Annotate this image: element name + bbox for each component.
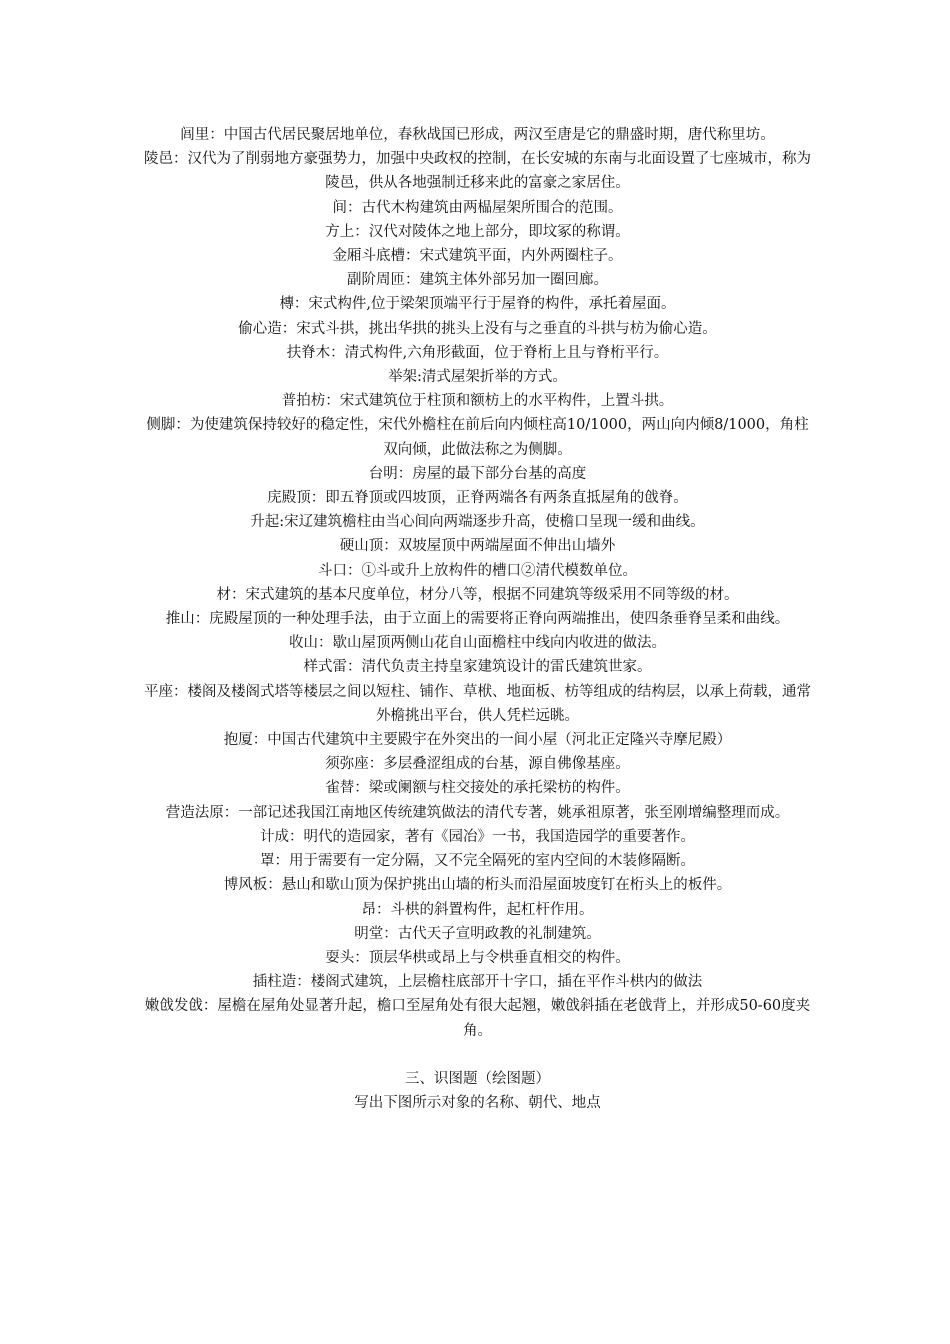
glossary-entry: 闾里：中国古代居民聚居地单位，春秋战国已形成，两汉至唐是它的鼎盛时期，唐代称里坊。	[180, 127, 775, 143]
glossary-list	[140, 123, 815, 1043]
glossary-entry: 样式雷：清代负责主持皇家建筑设计的雷氏建筑世家。	[303, 659, 652, 676]
glossary-entry: 耍头：顶层华栱或昂上与令栱垂直相交的构件。	[325, 949, 630, 966]
document-page	[140, 123, 815, 1115]
glossary-entry: 陵邑：汉代为了削弱地方豪强势力，加强中央政权的控制，在长安城的东南与北面设置了七座城市，称为陵邑，供从各地强制迁移来此的富豪之家居住。	[144, 151, 811, 192]
glossary-entry: 材：宋式建筑的基本尺度单位，材分八等，根据不同建筑等级采用不同等级的材。	[216, 586, 739, 603]
glossary-entry: 普拍枋：宋式建筑位于柱顶和额枋上的水平构件，上置斗拱。	[281, 393, 674, 410]
glossary-entry: 斗口：①斗或升上放构件的槽口②清代模数单位。	[318, 562, 637, 579]
glossary-entry: 罩：用于需要有一定分隔，又不完全隔死的室内空间的木装修隔断。	[260, 853, 695, 870]
glossary-entry: 博风板：悬山和歇山顶为保护挑出山墙的桁头而沿屋面坡度钉在桁头上的板件。	[223, 877, 732, 894]
glossary-entry: 偷心造：宋式斗拱，挑出华拱的挑头上没有与之垂直的斗拱与枋为偷心造。	[238, 320, 717, 337]
glossary-entry: 昂：斗栱的斜置构件，起杠杆作用。	[361, 901, 594, 918]
glossary-entry: 台明：房屋的最下部分台基的高度	[368, 465, 587, 482]
glossary-entry: 槫：宋式构件,位于梁架顶端平行于屋脊的构件，承托着屋面。	[279, 296, 676, 313]
glossary-entry: 方上：汉代对陵体之地上部分，即坟冢的称谓。	[325, 223, 630, 240]
glossary-entry: 抱厦：中国古代建筑中主要殿宇在外突出的一间小屋（河北正定隆兴寺摩尼殿）	[223, 732, 732, 749]
glossary-entry: 推山：庑殿屋顶的一种处理手法，由于立面上的需要将正脊向两端推出，使四条垂脊呈柔和曲线。	[165, 611, 790, 628]
glossary-entry: 嫩戗发戗：屋檐在屋角处显著升起，檐口至屋角处有很大起翘，嫩戗斜插在老戗背上，并形成50-60度夹角。	[144, 998, 811, 1039]
glossary-entry: 雀替：梁或阑额与柱交接处的承托梁枋的构件。	[325, 780, 630, 797]
glossary-entry: 扶脊木：清式构件,六角形截面，位于脊桁上且与脊桁平行。	[286, 344, 669, 361]
section-heading: 三、识图题（绘图题）	[405, 1070, 550, 1087]
glossary-entry: 明堂：古代天子宣明政教的礼制建筑。	[354, 925, 601, 942]
spacer	[140, 1043, 815, 1067]
section-instruction: 写出下图所示对象的名称、朝代、地点	[354, 1094, 601, 1111]
glossary-entry: 插柱造：楼阁式建筑，上层檐柱底部开十字口，插在平作斗栱内的做法	[252, 974, 703, 991]
glossary-entry: 间：古代木构建筑由两榀屋架所围合的范围。	[332, 199, 623, 216]
glossary-entry: 须弥座：多层叠涩组成的台基，源自佛像基座。	[325, 756, 630, 773]
glossary-entry: 庑殿顶：即五脊顶或四坡顶，正脊两端各有两条直抵屋角的戗脊。	[267, 490, 688, 507]
glossary-entry: 升起:宋辽建筑檐柱由当心间向两端逐步升高，使檐口呈现一缓和曲线。	[250, 514, 705, 531]
glossary-entry: 硬山顶：双坡屋顶中两端屋面不伸出山墙外	[339, 538, 616, 555]
glossary-entry: 侧脚：为使建筑保持较好的稳定性，宋代外檐柱在前后向内倾柱高10/1000，两山向内倾8/1000，角柱双向倾，此做法称之为侧脚。	[146, 417, 809, 458]
glossary-entry: 计成：明代的造园家，著有《园冶》一书，我国造园学的重要著作。	[260, 828, 695, 845]
glossary-entry: 收山：歇山屋顶两侧山花自山面檐柱中线向内收进的做法。	[289, 635, 666, 652]
glossary-entry: 营造法原：一部记述我国江南地区传统建筑做法的清代专著，姚承祖原著，张至刚增编整理而成。	[165, 804, 790, 821]
glossary-entry: 举架:清式屋架折举的方式。	[388, 369, 567, 386]
glossary-entry: 金厢斗底槽：宋式建筑平面，内外两圈柱子。	[332, 248, 623, 265]
glossary-entry: 副阶周匝：建筑主体外部另加一圈回廊。	[347, 272, 608, 289]
glossary-entry: 平座：楼阁及楼阁式塔等楼层之间以短柱、铺作、草栿、地面板、枋等组成的结构层，以承上荷载，通常外檐挑出平台，供人凭栏远眺。	[144, 683, 811, 724]
